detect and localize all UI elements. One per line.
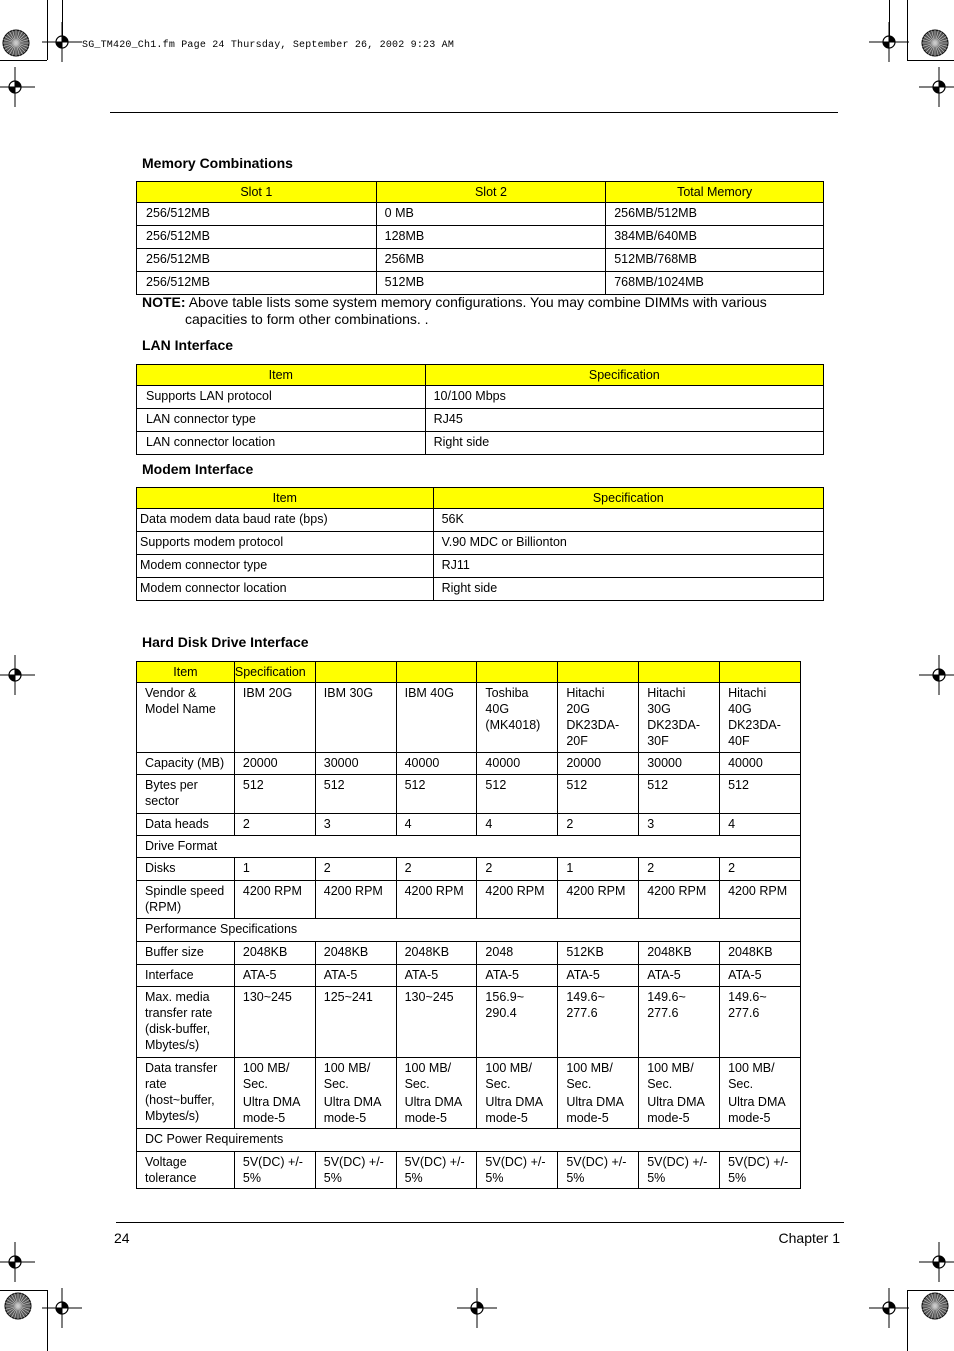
hdd-cell: 5V(DC) +/- 5% xyxy=(315,1152,396,1189)
modem-cell: Modem connector location xyxy=(137,578,434,601)
hdd-header-cell xyxy=(396,662,477,683)
trim-line xyxy=(47,0,48,60)
memory-cell: 256/512MB xyxy=(137,203,377,226)
hdd-cell xyxy=(477,1058,558,1129)
hdd-cell: 2 xyxy=(639,858,720,881)
hdd-cell: 2048KB xyxy=(234,942,315,965)
file-header: SG_TM420_Ch1.fm Page 24 Thursday, September 26, 2002 9:23 AM xyxy=(82,40,455,51)
hdd-cell: 20000 xyxy=(234,753,315,775)
hdd-row xyxy=(137,753,801,775)
crosshair-icon xyxy=(457,1288,497,1328)
memory-row xyxy=(137,249,824,272)
hdd-cell: 4 xyxy=(396,814,477,836)
hdd-cell-line: 100 MB/ Sec. xyxy=(728,1061,775,1091)
hdd-header-cell xyxy=(639,662,720,683)
modem-cell: RJ11 xyxy=(433,555,823,578)
memory-cell: 0 MB xyxy=(376,203,606,226)
hdd-cell-line: 100 MB/ Sec. xyxy=(404,1061,452,1091)
hdd-cell: 125~241 xyxy=(315,987,396,1058)
hdd-cell: 130~245 xyxy=(234,987,315,1058)
trim-line xyxy=(62,0,63,42)
hdd-cell: 30000 xyxy=(315,753,396,775)
top-rule xyxy=(110,112,838,113)
lan-cell: RJ45 xyxy=(425,409,823,432)
hdd-cell: ATA-5 xyxy=(315,965,396,987)
hdd-cell: 149.6~ 277.6 xyxy=(639,987,720,1058)
hdd-cell: 30000 xyxy=(639,753,720,775)
hdd-header-cell xyxy=(477,662,558,683)
hdd-cell: Hitachi 40G DK23DA-40F xyxy=(720,683,801,753)
lan-row xyxy=(137,409,824,432)
hdd-cell: 130~245 xyxy=(396,987,477,1058)
hdd-cell: 5V(DC) +/- 5% xyxy=(720,1152,801,1189)
hdd-cell: 3 xyxy=(639,814,720,836)
hdd-cell-line: Ultra DMA mode-5 xyxy=(404,1095,462,1125)
hdd-cell-line: Ultra DMA mode-5 xyxy=(485,1095,543,1125)
hdd-row xyxy=(137,858,801,881)
hdd-cell xyxy=(720,1058,801,1129)
hdd-cell xyxy=(639,1058,720,1129)
hdd-cell: 3 xyxy=(315,814,396,836)
crosshair-icon xyxy=(919,67,954,107)
hdd-item-label: Vendor & Model Name xyxy=(137,683,235,753)
hdd-cell: 2048KB xyxy=(315,942,396,965)
lan-title: LAN Interface xyxy=(142,337,234,353)
hdd-cell xyxy=(396,1058,477,1129)
modem-cell: V.90 MDC or Billionton xyxy=(433,532,823,555)
hdd-section-row xyxy=(137,836,801,858)
modem-cell: Modem connector type xyxy=(137,555,434,578)
crosshair-icon xyxy=(0,655,35,695)
memory-row xyxy=(137,203,824,226)
hdd-header-cell: Item xyxy=(137,662,235,683)
lan-cell: LAN connector type xyxy=(137,409,426,432)
hdd-cell-line: 100 MB/ Sec. xyxy=(647,1061,694,1091)
hdd-section-label: Drive Format xyxy=(137,836,801,858)
hdd-cell: 5V(DC) +/- 5% xyxy=(477,1152,558,1189)
lan-cell: LAN connector location xyxy=(137,432,426,455)
hdd-section-label: Performance Specifications xyxy=(137,919,801,942)
lan-header-row xyxy=(137,365,824,386)
memory-note xyxy=(142,294,802,328)
hdd-cell: 512 xyxy=(477,775,558,814)
trim-line xyxy=(0,60,47,61)
hdd-cell-line: Ultra DMA mode-5 xyxy=(242,1095,300,1125)
memory-cell: 256/512MB xyxy=(137,272,377,295)
memory-header-slot1: Slot 1 xyxy=(137,182,377,203)
hdd-cell: 149.6~ 277.6 xyxy=(558,987,639,1058)
hdd-row xyxy=(137,775,801,814)
hdd-cell: Hitachi 20G DK23DA-20F xyxy=(558,683,639,753)
hdd-cell: 512 xyxy=(558,775,639,814)
hdd-row xyxy=(137,683,801,753)
hdd-cell: ATA-5 xyxy=(558,965,639,987)
hdd-item-label: Bytes per sector xyxy=(137,775,235,814)
modem-row xyxy=(137,509,824,532)
hdd-cell: Hitachi 30G DK23DA-30F xyxy=(639,683,720,753)
modem-row xyxy=(137,578,824,601)
hdd-cell xyxy=(315,1058,396,1129)
hdd-cell: ATA-5 xyxy=(477,965,558,987)
bottom-rule xyxy=(116,1222,844,1223)
hdd-cell: 4 xyxy=(477,814,558,836)
hdd-cell-line: 100 MB/ Sec. xyxy=(566,1061,613,1091)
memory-table xyxy=(136,181,824,295)
hdd-row xyxy=(137,1058,801,1129)
memory-cell: 512MB/768MB xyxy=(606,249,824,272)
hdd-cell: 40000 xyxy=(720,753,801,775)
lan-row xyxy=(137,432,824,455)
hdd-cell: 40000 xyxy=(477,753,558,775)
hdd-title: Hard Disk Drive Interface xyxy=(142,634,309,650)
memory-cell: 256MB/512MB xyxy=(606,203,824,226)
hdd-cell: 512KB xyxy=(558,942,639,965)
hdd-header-row xyxy=(137,662,801,683)
hdd-cell: 5V(DC) +/- 5% xyxy=(639,1152,720,1189)
hdd-cell xyxy=(558,1058,639,1129)
hdd-cell: 4200 RPM xyxy=(477,881,558,919)
hdd-cell-line: Ultra DMA mode-5 xyxy=(647,1095,705,1125)
hdd-table xyxy=(136,661,801,1189)
hdd-cell: ATA-5 xyxy=(720,965,801,987)
trim-line xyxy=(907,1290,908,1351)
hdd-cell: 5V(DC) +/- 5% xyxy=(558,1152,639,1189)
hdd-item-label: Max. media transfer rate (disk-buffer, Mbytes/s) xyxy=(137,987,235,1058)
memory-cell: 512MB xyxy=(376,272,606,295)
crosshair-icon xyxy=(0,1242,35,1282)
hdd-cell-line: 100 MB/ Sec. xyxy=(323,1061,371,1091)
hdd-cell: 2 xyxy=(720,858,801,881)
starburst-icon xyxy=(1,28,31,58)
hdd-cell: 2048KB xyxy=(396,942,477,965)
lan-row xyxy=(137,386,824,409)
modem-header-spec: Specification xyxy=(433,488,823,509)
hdd-cell: ATA-5 xyxy=(234,965,315,987)
starburst-icon xyxy=(920,1291,950,1321)
hdd-cell: 4200 RPM xyxy=(639,881,720,919)
memory-cell: 128MB xyxy=(376,226,606,249)
hdd-cell: 4200 RPM xyxy=(315,881,396,919)
hdd-cell: 2 xyxy=(396,858,477,881)
hdd-header-cell xyxy=(720,662,801,683)
hdd-row xyxy=(137,814,801,836)
trim-line xyxy=(907,1290,954,1291)
trim-line xyxy=(47,1290,48,1351)
crosshair-icon xyxy=(919,655,954,695)
memory-header-total: Total Memory xyxy=(606,182,824,203)
memory-cell: 768MB/1024MB xyxy=(606,272,824,295)
memory-cell: 256MB xyxy=(376,249,606,272)
memory-row xyxy=(137,272,824,295)
chapter-label: Chapter 1 xyxy=(778,1230,840,1246)
hdd-cell xyxy=(234,1058,315,1129)
hdd-cell: ATA-5 xyxy=(639,965,720,987)
hdd-cell: 156.9~ 290.4 xyxy=(477,987,558,1058)
hdd-cell: Toshiba 40G (MK4018) xyxy=(477,683,558,753)
crosshair-icon xyxy=(42,1288,82,1328)
hdd-cell: 4200 RPM xyxy=(396,881,477,919)
hdd-cell: 4200 RPM xyxy=(558,881,639,919)
hdd-cell: ATA-5 xyxy=(396,965,477,987)
crosshair-icon xyxy=(0,67,35,107)
lan-cell: 10/100 Mbps xyxy=(425,386,823,409)
memory-title: Memory Combinations xyxy=(142,155,293,171)
page-number: 24 xyxy=(114,1230,130,1246)
modem-cell: Right side xyxy=(433,578,823,601)
lan-header-item: Item xyxy=(137,365,426,386)
note-label: NOTE: xyxy=(142,294,186,310)
hdd-cell: 2 xyxy=(558,814,639,836)
hdd-item-label: Interface xyxy=(137,965,235,987)
hdd-header-cell xyxy=(558,662,639,683)
hdd-cell: 2 xyxy=(315,858,396,881)
crosshair-icon xyxy=(919,1242,954,1282)
lan-cell: Supports LAN protocol xyxy=(137,386,426,409)
hdd-cell: 2048 xyxy=(477,942,558,965)
trim-line xyxy=(907,60,954,61)
hdd-cell: 5V(DC) +/- 5% xyxy=(396,1152,477,1189)
hdd-cell: 512 xyxy=(234,775,315,814)
trim-line xyxy=(907,0,908,60)
modem-cell: 56K xyxy=(433,509,823,532)
hdd-row xyxy=(137,1152,801,1189)
hdd-cell: 149.6~ 277.6 xyxy=(720,987,801,1058)
modem-row xyxy=(137,555,824,578)
starburst-icon xyxy=(920,28,950,58)
trim-line xyxy=(0,1290,47,1291)
note-text-1: Above table lists some system memory configurations. You may combine DIMMs with various xyxy=(188,294,767,310)
memory-cell: 384MB/640MB xyxy=(606,226,824,249)
hdd-cell: 4200 RPM xyxy=(720,881,801,919)
lan-table xyxy=(136,364,824,455)
hdd-cell: 20000 xyxy=(558,753,639,775)
hdd-cell: 5V(DC) +/- 5% xyxy=(234,1152,315,1189)
hdd-cell: 2048KB xyxy=(639,942,720,965)
hdd-cell-line: Ultra DMA mode-5 xyxy=(323,1095,381,1125)
hdd-cell-line: Ultra DMA mode-5 xyxy=(566,1095,624,1125)
hdd-item-label: Capacity (MB) xyxy=(137,753,235,775)
hdd-item-label: Spindle speed (RPM) xyxy=(137,881,235,919)
hdd-section-label: DC Power Requirements xyxy=(137,1129,801,1152)
hdd-section-row xyxy=(137,919,801,942)
note-text-2: capacities to form other combinations. . xyxy=(185,311,429,327)
hdd-item-label: Buffer size xyxy=(137,942,235,965)
hdd-row xyxy=(137,987,801,1058)
lan-header-spec: Specification xyxy=(425,365,823,386)
hdd-cell: IBM 30G xyxy=(315,683,396,753)
hdd-cell: 2 xyxy=(234,814,315,836)
modem-header-row xyxy=(137,488,824,509)
modem-title: Modem Interface xyxy=(142,461,254,477)
hdd-cell: 1 xyxy=(558,858,639,881)
hdd-cell: 2048KB xyxy=(720,942,801,965)
hdd-cell: 512 xyxy=(720,775,801,814)
hdd-item-label: Disks xyxy=(137,858,235,881)
modem-table xyxy=(136,487,824,601)
hdd-header-cell xyxy=(315,662,396,683)
memory-cell: 256/512MB xyxy=(137,226,377,249)
hdd-cell-line: 100 MB/ Sec. xyxy=(485,1061,532,1091)
hdd-item-label: Data transfer rate (host~buffer, Mbytes/s) xyxy=(137,1058,235,1129)
hdd-cell: 40000 xyxy=(396,753,477,775)
modem-cell: Supports modem protocol xyxy=(137,532,434,555)
hdd-cell: IBM 40G xyxy=(396,683,477,753)
trim-line xyxy=(889,0,890,42)
memory-row xyxy=(137,226,824,249)
hdd-row xyxy=(137,942,801,965)
starburst-icon xyxy=(3,1291,33,1321)
modem-cell: Data modem data baud rate (bps) xyxy=(137,509,434,532)
hdd-item-label: Data heads xyxy=(137,814,235,836)
memory-header-slot2: Slot 2 xyxy=(376,182,606,203)
hdd-cell: 512 xyxy=(639,775,720,814)
crosshair-icon xyxy=(869,1288,909,1328)
hdd-cell-line: 100 MB/ Sec. xyxy=(242,1061,290,1091)
hdd-cell: 1 xyxy=(234,858,315,881)
hdd-row xyxy=(137,881,801,919)
memory-cell: 256/512MB xyxy=(137,249,377,272)
hdd-cell: 512 xyxy=(396,775,477,814)
hdd-section-row xyxy=(137,1129,801,1152)
hdd-cell: 4 xyxy=(720,814,801,836)
lan-cell: Right side xyxy=(425,432,823,455)
modem-header-item: Item xyxy=(137,488,434,509)
modem-row xyxy=(137,532,824,555)
hdd-cell: 4200 RPM xyxy=(234,881,315,919)
hdd-cell: 512 xyxy=(315,775,396,814)
hdd-cell: 2 xyxy=(477,858,558,881)
hdd-cell: IBM 20G xyxy=(234,683,315,753)
hdd-header-cell: Specification xyxy=(234,662,315,683)
hdd-item-label: Voltage tolerance xyxy=(137,1152,235,1189)
hdd-row xyxy=(137,965,801,987)
memory-header-row xyxy=(137,182,824,203)
hdd-cell-line: Ultra DMA mode-5 xyxy=(728,1095,786,1125)
